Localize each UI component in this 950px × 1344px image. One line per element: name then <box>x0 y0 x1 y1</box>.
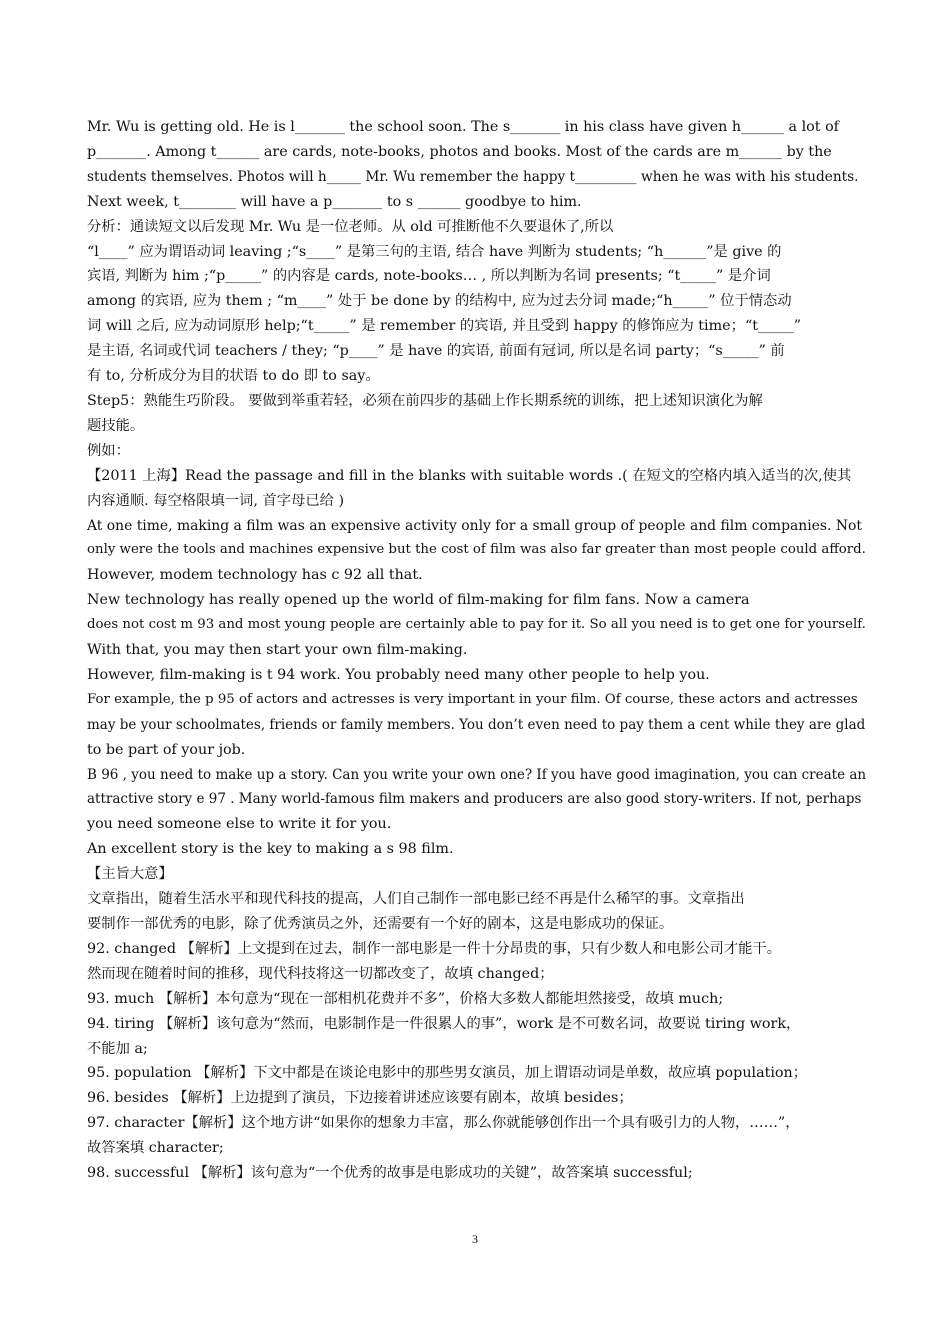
text-line: 然而现在随着时间的推移，现代科技将这一切都改变了，故填 changed； <box>87 965 554 982</box>
text-line: Next week, t________ will have a p_______ to s ______ goodbye to him. <box>87 193 582 210</box>
text-line: 例如： <box>87 442 130 459</box>
text-line: 有 to, 分析成分为目的状语 to do 即 to say。 <box>87 368 380 385</box>
text-line: 要制作一部优秀的电影，除了优秀演员之外，还需要有一个好的剧本，这是电影成功的保证。 <box>87 916 674 932</box>
text-line: 分析：通读短文以后发现 Mr. Wu 是一位老师。从 old 可推断他不久要退休了,所以 <box>87 218 614 235</box>
text-line: Step5：熟能生巧阶段。 要做到举重若轻，必须在前四步的基础上作长期系统的训练，把上述知识演化为解 <box>87 392 763 409</box>
text-line: B 96 , you need to make up a story. Can you write your own one? If you have good imagination, you can create an <box>87 766 866 783</box>
text-line: 【2011 上海】Read the passage and fill in the blanks with suitable words .( 在短文的空格内填入适当的次,使其 <box>87 467 852 484</box>
text-line: 【主旨大意】 <box>87 866 173 883</box>
text-line: only were the tools and machines expensive but the cost of film was also far greater than most people could afford. <box>87 542 866 558</box>
text-line: students themselves. Photos will h_____ Mr. Wu remember the happy t_________ when he was with his students. <box>87 168 859 185</box>
text-line: 92. changed 【解析】上文提到在过去，制作一部电影是一件十分昂贵的事，只有少数人和电影公司才能干。 <box>87 940 782 957</box>
text-line: you need someone else to write it for you. <box>87 816 392 833</box>
text-line: 95. population 【解析】下文中都是在谈论电影中的那些男女演员，加上谓语动词是单数，故应填 population； <box>87 1065 808 1082</box>
page-number: 3 <box>472 1232 478 1246</box>
text-line: 93. much 【解析】本句意为“现在一部相机花费并不多”，价格大多数人都能坦然接受，故填 much; <box>87 990 724 1007</box>
text-line: New technology has really opened up the world of film-making for film fans. Now a camera <box>87 592 750 609</box>
text-line: p_______. Among t______ are cards, note-books, photos and books. Most of the cards are m______ by the <box>87 143 832 160</box>
text-line: does not cost m 93 and most young people are certainly able to pay for it. So all you need is to get one for yourself. <box>87 617 866 633</box>
text-line: 是主语, 名词或代词 teachers / they; “p____” 是 have 的宾语, 前面有冠词, 所以是名词 party；“s_____” 前 <box>87 343 785 360</box>
text-line: “l____” 应为谓语动词 leaving ;“s____” 是第三句的主语, 结合 have 判断为 students; “h______”是 give 的 <box>87 243 782 260</box>
text-line: At one time, making a film was an expensive activity only for a small group of people and film companies. Not <box>87 517 862 534</box>
text-line: However, modem technology has c 92 all that. <box>87 567 423 584</box>
text-line: 内容通顺. 每空格限填一词, 首字母已给 ) <box>87 492 345 509</box>
text-line: attractive story e 97 . Many world-famous film makers and producers are also good story-writers. If not, perhaps <box>87 791 862 808</box>
text-line: 宾语, 判断为 him ;“p_____” 的内容是 cards, note-books… , 所以判断为名词 presents; “t_____” 是介词 <box>87 268 771 285</box>
text-line: may be your schoolmates, friends or family members. You don’t even need to pay them a cent while they are glad <box>87 716 866 733</box>
text-line: An excellent story is the key to making a s 98 film. <box>87 841 454 858</box>
text-line: For example, the p 95 of actors and actresses is very important in your film. Of course, these actors and actresses <box>87 691 858 707</box>
text-line: 不能加 a; <box>87 1040 148 1057</box>
text-line: among 的宾语, 应为 them ; “m____” 处于 be done by 的结构中, 应为过去分词 made;“h_____” 位于情态动 <box>87 293 792 310</box>
text-line: 98. successful 【解析】该句意为“一个优秀的故事是电影成功的关键”，故答案填 successful; <box>87 1165 693 1182</box>
text-line: With that, you may then start your own film-making. <box>87 642 468 659</box>
text-line: 94. tiring 【解析】该句意为“然而，电影制作是一件很累人的事”，work 是不可数名词，故要说 tiring work， <box>87 1015 801 1032</box>
text-line: 97. character【解析】这个地方讲“如果你的想象力丰富，那么你就能够创作出一个具有吸引力的人物，……”， <box>87 1115 800 1132</box>
text-line: 故答案填 character; <box>87 1140 224 1157</box>
text-line: However, film-making is t 94 work. You probably need many other people to help you. <box>87 666 710 683</box>
text-line: Mr. Wu is getting old. He is l_______ the school soon. The s_______ in his class have given h______ a lot of <box>87 119 839 135</box>
text-line: to be part of your job. <box>87 741 246 758</box>
text-line: 文章指出，随着生活水平和现代科技的提高，人们自己制作一部电影已经不再是什么稀罕的事。文章指出 <box>87 891 745 908</box>
text-line: 词 will 之后, 应为动词原形 help;“t_____” 是 remember 的宾语, 并且受到 happy 的修饰应为 time；“t_____” <box>87 318 802 335</box>
text-line: 96. besides 【解析】上边提到了演员，下边接着讲述应该要有剧本，故填 besides； <box>87 1090 633 1107</box>
text-line: 题技能。 <box>87 417 145 434</box>
